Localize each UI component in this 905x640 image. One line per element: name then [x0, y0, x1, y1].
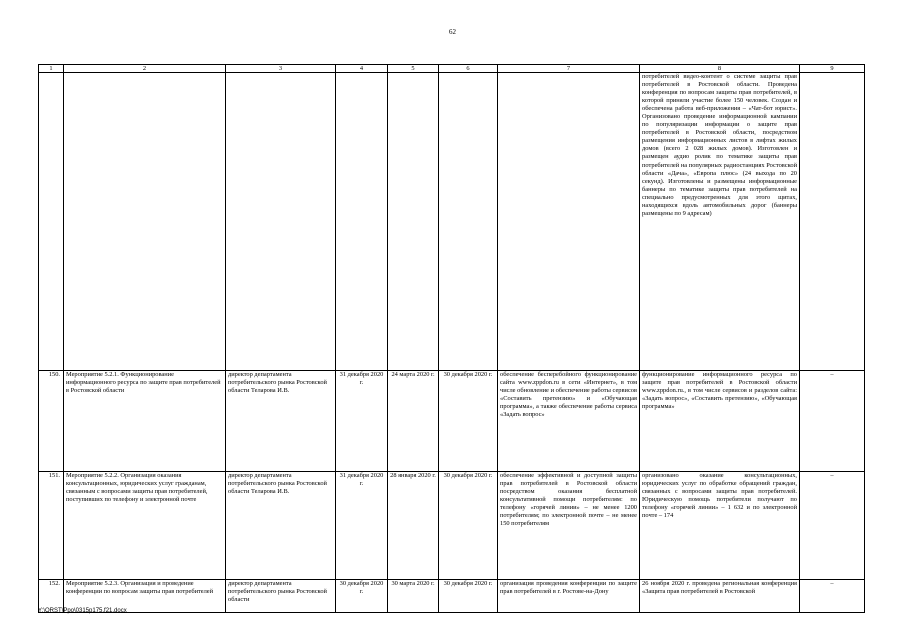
- actual-result-cell: организовано оказание консультационных, юридических услуг по обработке обращений граждан, связанных с вопросами защиты прав потребителей. Юридическую помощь потребители получают по телефону «горячей линии» – 1 632 и по электронной почте – 174: [640, 472, 800, 580]
- actual-result-cell: функционирование информационного ресурса по защите прав потребителей в Ростовской области www.zppdon.ru., в том числе сервисов и разделов сайта: «Задать вопрос», «Составить претензию», «Обучающая программа»: [640, 371, 800, 472]
- end-date-cell: 30 декабря 2020 г.: [439, 472, 498, 580]
- page-number: 62: [449, 28, 456, 36]
- end-date-cell: 30 декабря 2020 г.: [439, 371, 498, 472]
- responsible-cell: директор департамента потребительского рынка Ростовской области Теларова И.В.: [226, 472, 336, 580]
- col-header: 4: [336, 65, 388, 73]
- row-number: 152.: [39, 580, 64, 613]
- actual-result-cell: потребителей видео-контент о системе защиты прав потребителей в Ростовской области. Проведена конференция по вопросам защиты прав потребителей, в которой приняли участие более 150 человек. Создан и обеспечена работа веб-приложения – «Чат-бот юрист». Организовано проведение информационной кампании по популяризации информации о защите прав потребителей в Ростовской области, посредством размещения информационных листов в лифтах жилых домов (всего 2 028 жилых домов). Изготовлен и размещен аудио ролик по тематике защиты прав потребителей на популярных радиостанциях Ростовской области «Дача», «Европа плюс» (24 выхода по 20 секунд). Изготовлены и размещены информационные баннеры по тематике защиты прав потребителей на специально предусмотренных для этого щитах, находящихся вдоль автомобильных дорог (баннеры размещены по 9 адресам): [640, 73, 800, 371]
- report-table: [38, 64, 865, 613]
- responsible-cell: директор департамента потребительского рынка Ростовской области: [226, 580, 336, 613]
- table-row-continuation: [39, 73, 865, 371]
- start-date-cell: 24 марта 2020 г.: [388, 371, 439, 472]
- event-name-cell: Мероприятие 5.2.2. Организация оказания консультационных, юридических услуг гражданам, связанным с вопросами защиты прав потребителей, поступивших по телефону и электронной почте: [64, 472, 226, 580]
- col-header: 5: [388, 65, 439, 73]
- table-row: [39, 472, 865, 580]
- note-cell: –: [800, 580, 865, 613]
- planned-result-cell: обеспечение бесперебойного функционирование сайта www.zppdon.ru в сети «Интернет», в том числе обновление и обеспечение работы сервисов «Составить претензию» и «Обучающая программа», а также обеспечение работы сервиса «Задать вопрос»: [498, 371, 640, 472]
- planned-result-cell: обеспечение эффективной и доступной защиты прав потребителей в Ростовской области посредством оказания бесплатной консультативной помощи потребителям: по телефону «горячей линии» – не менее 1200 потребителям; по электронной почте – не менее 150 потребителям: [498, 472, 640, 580]
- col-header: 9: [800, 65, 865, 73]
- responsible-cell: директор департамента потребительского рынка Ростовской области Теларова И.В.: [226, 371, 336, 472]
- col-header: 8: [640, 65, 800, 73]
- col-header: 6: [439, 65, 498, 73]
- start-date-cell: 28 января 2020 г.: [388, 472, 439, 580]
- col-header: 1: [39, 65, 64, 73]
- table-row: [39, 371, 865, 472]
- plan-date-cell: 30 декабря 2020 г.: [336, 580, 388, 613]
- note-cell: –: [800, 371, 865, 472]
- col-header: 3: [226, 65, 336, 73]
- col-header: 7: [498, 65, 640, 73]
- note-cell: –: [800, 472, 865, 580]
- file-path-footer: Y:\ORST\Ppo\0315p175.f21.docx: [38, 608, 127, 614]
- plan-date-cell: 31 декабря 2020 г.: [336, 472, 388, 580]
- table-row: [39, 580, 865, 613]
- col-header: 2: [64, 65, 226, 73]
- row-number: 150.: [39, 371, 64, 472]
- plan-date-cell: 31 декабря 2020 г.: [336, 371, 388, 472]
- planned-result-cell: организация проведения конференции по защите прав потребителей в г. Ростове-на-Дону: [498, 580, 640, 613]
- start-date-cell: 30 марта 2020 г.: [388, 580, 439, 613]
- event-name-cell: Мероприятие 5.2.3. Организация и проведение конференции по вопросам защиты прав потребителей: [64, 580, 226, 613]
- actual-result-cell: 26 ноября 2020 г. проведена региональная конференция «Защита прав потребителей в Ростовской: [640, 580, 800, 613]
- column-number-row: [39, 65, 865, 73]
- end-date-cell: 30 декабря 2020 г.: [439, 580, 498, 613]
- row-number: 151.: [39, 472, 64, 580]
- event-name-cell: Мероприятие 5.2.1. Функционирование информационного ресурса по защите прав потребителей в Ростовской области: [64, 371, 226, 472]
